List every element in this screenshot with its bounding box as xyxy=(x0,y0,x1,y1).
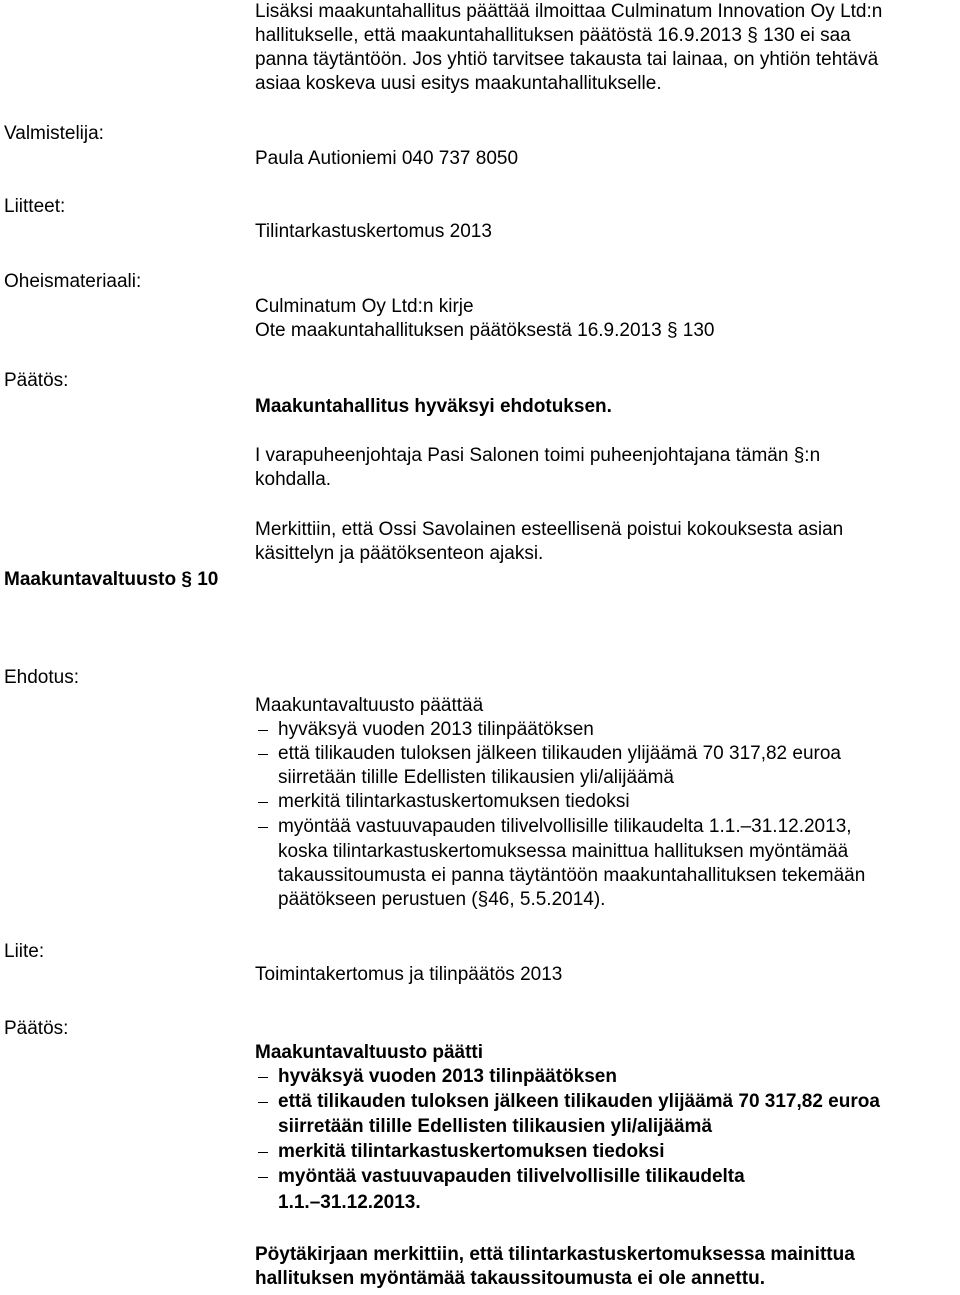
paatos-decision: Maakuntahallitus hyväksyi ehdotuksen. xyxy=(255,396,612,417)
label-paatos: Päätös: xyxy=(4,370,69,391)
oheismateriaali-item: Ote maakuntahallituksen päätöksestä 16.9.2013 § 130 xyxy=(255,320,715,341)
list-item: takaussitoumusta ei panna täytäntöön maakuntahallituksen tekemään xyxy=(278,865,866,886)
label-oheismateriaali: Oheismateriaali: xyxy=(4,271,142,292)
liitteet-value: Tilintarkastuskertomus 2013 xyxy=(255,221,492,242)
label-liite: Liite: xyxy=(4,941,45,962)
list-item: että tilikauden tuloksen jälkeen tilikauden ylijäämä 70 317,82 euroa xyxy=(278,1091,880,1112)
list-dash xyxy=(258,1152,268,1153)
intro-line: panna täytäntöön. Jos yhtiö tarvitsee takausta tai lainaa, on yhtiön tehtävä xyxy=(255,49,879,70)
intro-line: asiaa koskeva uusi esitys maakuntahallitukselle. xyxy=(255,73,662,94)
list-item: hyväksyä vuoden 2013 tilinpäätöksen xyxy=(278,719,594,740)
list-item: päätökseen perustuen (§46, 5.5.2014). xyxy=(278,889,606,910)
list-dash xyxy=(258,802,268,803)
paatos-note: kohdalla. xyxy=(255,469,332,490)
list-dash xyxy=(258,1077,268,1078)
list-item: merkitä tilintarkastuskertomuksen tiedoksi xyxy=(278,1141,665,1162)
list-item: merkitä tilintarkastuskertomuksen tiedoksi xyxy=(278,791,630,812)
intro-line: Lisäksi maakuntahallitus päättää ilmoittaa Culminatum Innovation Oy Ltd:n xyxy=(255,1,883,22)
label-liitteet: Liitteet: xyxy=(4,196,66,217)
list-dash xyxy=(258,827,268,828)
ehdotus-intro: Maakuntavaltuusto päättää xyxy=(255,695,484,716)
oheismateriaali-item: Culminatum Oy Ltd:n kirje xyxy=(255,296,474,317)
list-item: että tilikauden tuloksen jälkeen tilikauden ylijäämä 70 317,82 euroa xyxy=(278,743,841,764)
list-dash xyxy=(258,1177,268,1178)
closing-line: Pöytäkirjaan merkittiin, että tilintarkastuskertomuksessa mainittua xyxy=(255,1244,855,1265)
list-item: koska tilintarkastuskertomuksessa mainittua hallituksen myöntämää xyxy=(278,841,849,862)
paatos2-intro: Maakuntavaltuusto päätti xyxy=(255,1042,484,1063)
closing-line: hallituksen myöntämää takaussitoumusta ei ole annettu. xyxy=(255,1268,765,1289)
list-item: hyväksyä vuoden 2013 tilinpäätöksen xyxy=(278,1066,617,1087)
label-paatos: Päätös: xyxy=(4,1018,69,1039)
list-item: 1.1.–31.12.2013. xyxy=(278,1192,421,1213)
liite-value: Toimintakertomus ja tilinpäätös 2013 xyxy=(255,964,563,985)
list-dash xyxy=(258,754,268,755)
list-item: siirretään tilille Edellisten tilikausien yli/alijäämä xyxy=(278,767,675,788)
section-heading: Maakuntavaltuusto § 10 xyxy=(4,569,219,590)
valmistelija-value: Paula Autioniemi 040 737 8050 xyxy=(255,148,519,169)
list-item: myöntää vastuuvapauden tilivelvollisille tilikaudelta xyxy=(278,1166,745,1187)
label-ehdotus: Ehdotus: xyxy=(4,667,79,688)
paatos-note: I varapuheenjohtaja Pasi Salonen toimi puheenjohtajana tämän §:n xyxy=(255,445,821,466)
paatos-note: käsittelyn ja päätöksenteon ajaksi. xyxy=(255,543,544,564)
list-item: siirretään tilille Edellisten tilikausien yli/alijäämä xyxy=(278,1116,713,1137)
list-dash xyxy=(258,1102,268,1103)
label-valmistelija: Valmistelija: xyxy=(4,123,104,144)
list-dash xyxy=(258,730,268,731)
paatos-note: Merkittiin, että Ossi Savolainen esteellisenä poistui kokouksesta asian xyxy=(255,519,844,540)
intro-line: hallitukselle, että maakuntahallituksen päätöstä 16.9.2013 § 130 ei saa xyxy=(255,25,851,46)
list-item: myöntää vastuuvapauden tilivelvollisille tilikaudelta 1.1.–31.12.2013, xyxy=(278,816,852,837)
